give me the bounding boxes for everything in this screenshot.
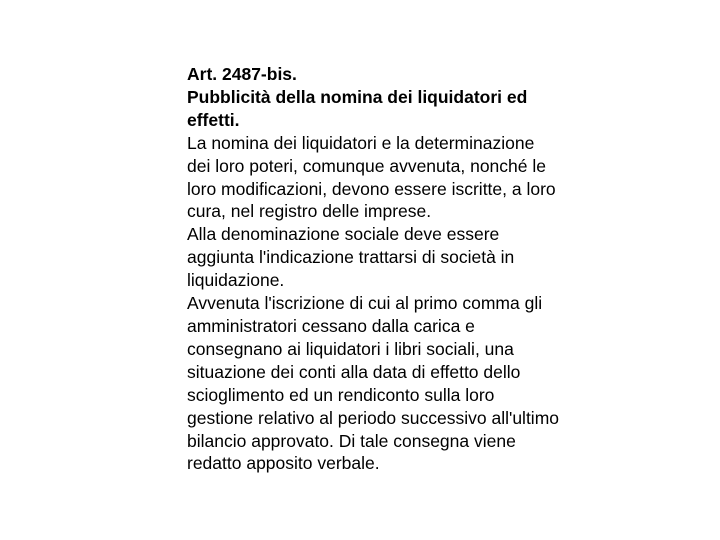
paragraph-2-line-3: liquidazione.	[187, 270, 285, 291]
paragraph-2-line-1: Alla denominazione sociale deve essere	[187, 224, 500, 245]
paragraph-1-line-4: cura, nel registro delle imprese.	[187, 201, 432, 222]
paragraph-1-line-3: loro modificazioni, devono essere iscritte, a loro	[187, 178, 556, 199]
paragraph-3-line-1: Avvenuta l'iscrizione di cui al primo comma gli	[187, 293, 543, 314]
paragraph-3-line-5: scioglimento ed un rendiconto sulla loro	[187, 384, 495, 405]
article-title-line-2: effetti.	[187, 109, 240, 130]
article-title-line-1: Pubblicità della nomina dei liquidatori ed	[187, 86, 528, 107]
paragraph-3-line-6: gestione relativo al periodo successivo all'ultimo	[187, 407, 560, 428]
paragraph-3-line-3: consegnano ai liquidatori i libri sociali, una	[187, 338, 514, 359]
paragraph-3-line-2: amministratori cessano dalla carica e	[187, 315, 475, 336]
paragraph-3-line-4: situazione dei conti alla data di effetto dello	[187, 361, 521, 382]
paragraph-2-line-2: aggiunta l'indicazione trattarsi di società in	[187, 247, 515, 268]
paragraph-1-line-1: La nomina dei liquidatori e la determinazione	[187, 132, 535, 153]
paragraph-1-line-2: dei loro poteri, comunque avvenuta, nonché le	[187, 155, 546, 176]
article-number: Art. 2487-bis.	[187, 64, 297, 84]
paragraph-3-line-8: redatto apposito verbale.	[187, 453, 380, 474]
paragraph-3-line-7: bilancio approvato. Di tale consegna viene	[187, 430, 516, 451]
article-text	[187, 63, 627, 475]
